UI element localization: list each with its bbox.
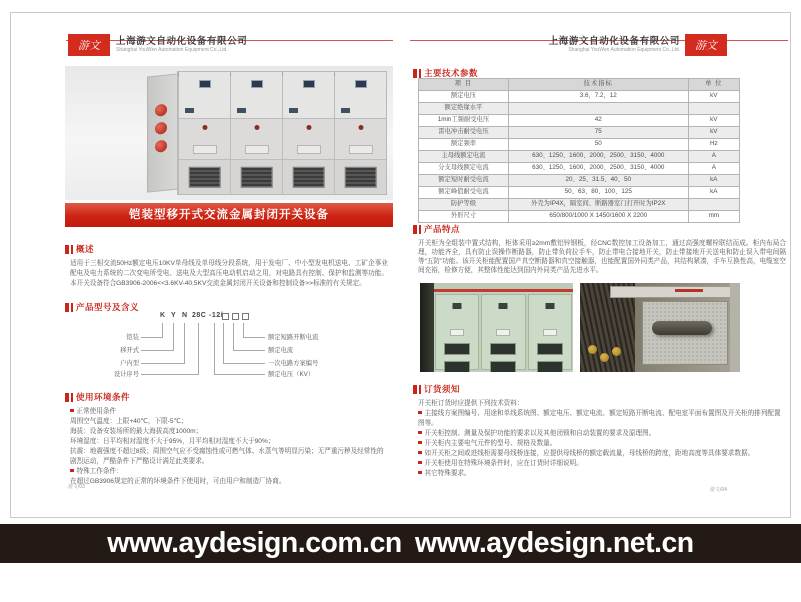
model-code-part: 28C bbox=[192, 312, 207, 319]
table-cell: kV bbox=[688, 91, 739, 103]
bay-cable-door bbox=[335, 160, 386, 194]
section-marker-icon bbox=[65, 245, 73, 254]
table-cell: 雷电冲击耐受电压 bbox=[419, 127, 509, 139]
ordering-list bbox=[413, 409, 787, 479]
relay-display-icon bbox=[355, 80, 367, 88]
table-cell: 外壳为IP4X，隔室间、断路器室门打开时为IP2X bbox=[508, 199, 688, 211]
cabinet-side-wall bbox=[730, 283, 740, 372]
product-title: 铠装型移开式交流金属封闭开关设备 bbox=[129, 209, 329, 221]
item-text: 海拔：设备安装场所的最大海拔高度1000m； bbox=[70, 428, 203, 435]
table-row bbox=[419, 211, 740, 223]
section-title: 概述 bbox=[76, 244, 95, 254]
door-label bbox=[450, 329, 464, 336]
model-label: 铠装 bbox=[126, 334, 139, 341]
item-text: 开关柜控制、测量及保护功能的要求以及其他闭锁和自动装置的要求及原理图。 bbox=[424, 430, 656, 437]
table-cell: 3.6，7.2，12 bbox=[508, 91, 688, 103]
bay-instrument-panel bbox=[283, 72, 334, 119]
section-marker-icon bbox=[413, 69, 421, 78]
model-label: 移开式 bbox=[120, 347, 139, 354]
cable-lug-icon bbox=[612, 347, 621, 356]
section-marker-icon bbox=[65, 303, 73, 312]
busbar-assembly bbox=[652, 321, 712, 335]
column-header: 单 位 bbox=[688, 79, 739, 91]
ordering-item bbox=[418, 439, 787, 449]
section-title: 产品型号及含义 bbox=[76, 302, 140, 312]
table-cell: 650/800/1000 X 1450/1600 X 2200 bbox=[508, 211, 688, 223]
environment-line bbox=[70, 427, 388, 437]
table-cell: 20、25、31.5、40、50 bbox=[508, 175, 688, 187]
door-window bbox=[490, 361, 516, 372]
table-cell: 额定峰值耐受电流 bbox=[419, 187, 509, 199]
indicator-panel-icon bbox=[185, 108, 194, 113]
connector-line bbox=[214, 323, 265, 375]
section-marker-icon bbox=[413, 225, 421, 234]
table-cell: A bbox=[688, 151, 739, 163]
model-placeholder-box bbox=[242, 313, 249, 320]
cabinet-row bbox=[434, 292, 573, 372]
door-window bbox=[444, 343, 470, 355]
installation-photo bbox=[420, 283, 573, 372]
company-name-en: Shanghai YouWen Automation Equipment Co.,Ltd. bbox=[116, 47, 228, 53]
bullet-icon bbox=[418, 471, 422, 475]
logo-text: 游文 bbox=[695, 39, 717, 52]
vent-grille-icon bbox=[240, 167, 273, 187]
environment-line bbox=[70, 447, 388, 467]
bay-instrument-panel bbox=[231, 72, 282, 119]
name-plate bbox=[193, 145, 217, 154]
section-title: 使用环境条件 bbox=[76, 392, 131, 402]
cable-connector-icon bbox=[155, 104, 167, 117]
section-marker-icon bbox=[413, 385, 421, 394]
section-overview bbox=[65, 243, 388, 289]
relay-display-icon bbox=[199, 80, 211, 88]
table-cell: kV bbox=[688, 115, 739, 127]
cable-connector-icon bbox=[155, 122, 167, 135]
bullet-icon bbox=[70, 409, 74, 413]
item-text: 正常使用条件 bbox=[76, 408, 117, 415]
bullet-icon bbox=[418, 431, 422, 435]
meter-icon bbox=[545, 303, 554, 309]
model-placeholder-box bbox=[232, 313, 239, 320]
table-cell: 外形尺寸 bbox=[419, 211, 509, 223]
parameters-table bbox=[418, 78, 740, 223]
logo-text: 游文 bbox=[78, 39, 100, 52]
bullet-icon bbox=[418, 451, 422, 455]
model-label: 户内型 bbox=[120, 360, 139, 367]
section-model bbox=[65, 301, 393, 378]
ordering-intro: 开关柜订货时应提供下列技术资料： bbox=[418, 400, 524, 407]
table-cell: 50 bbox=[508, 139, 688, 151]
door-knob-icon bbox=[358, 125, 363, 130]
company-header bbox=[520, 36, 680, 53]
table-row bbox=[419, 127, 740, 139]
door-knob-icon bbox=[202, 125, 207, 130]
cabinet-bay bbox=[230, 72, 282, 194]
bay-cable-door bbox=[231, 160, 282, 194]
item-text: 开关柜内主要电气元件的型号、规格及数量。 bbox=[424, 440, 557, 447]
table-cell: 额定短时耐受电流 bbox=[419, 175, 509, 187]
name-plate bbox=[349, 145, 373, 154]
contact-banner-text: www.aydesign.com.cn www.aydesign.net.cn 24Hotline:15601814031 bbox=[107, 527, 694, 598]
indicator-panel-icon bbox=[289, 108, 298, 113]
bullet-icon bbox=[418, 461, 422, 465]
cabinet-side-panel bbox=[147, 73, 179, 192]
table-row bbox=[419, 115, 740, 127]
vent-grille-icon bbox=[292, 167, 325, 187]
indicator-panel-icon bbox=[341, 108, 350, 113]
cabinet-door bbox=[481, 294, 525, 370]
section-header bbox=[413, 223, 787, 235]
door-window bbox=[444, 361, 470, 372]
table-cell bbox=[688, 199, 739, 211]
model-code-part: -12/ bbox=[209, 312, 224, 319]
table-cell: A bbox=[688, 163, 739, 175]
ordering-item bbox=[418, 449, 787, 459]
company-name-cn: 上海游文自动化设备有限公司 bbox=[116, 36, 248, 47]
item-text: 周围空气温度：上限+40℃，下限-5℃； bbox=[70, 418, 188, 425]
model-label: 额定电流 bbox=[268, 347, 294, 354]
company-header bbox=[116, 36, 247, 53]
bay-cable-door bbox=[283, 160, 334, 194]
cable-connector-icon bbox=[155, 140, 167, 153]
switchgear-product-photo bbox=[65, 66, 393, 200]
ordering-item bbox=[418, 469, 787, 479]
item-text: 抗震：地震强度不超过8级；周围空气应不受腐蚀性或可燃气体、水蒸气等明显污染；无严重污秽及经常性的剧烈运动，严酷条件下严酷设计满足此类要求。 bbox=[70, 448, 384, 465]
environment-line bbox=[70, 417, 388, 427]
environment-list bbox=[65, 407, 388, 487]
table-cell: kA bbox=[688, 175, 739, 187]
cabinet-bay bbox=[334, 72, 386, 194]
table-row bbox=[419, 139, 740, 151]
column-header: 技术指标 bbox=[508, 79, 688, 91]
table-row bbox=[419, 175, 740, 187]
section-parameters bbox=[413, 67, 787, 220]
interior-photo bbox=[580, 283, 740, 372]
company-name-cn: 上海游文自动化设备有限公司 bbox=[548, 36, 680, 47]
model-placeholder-box bbox=[222, 313, 229, 320]
table-row bbox=[419, 151, 740, 163]
model-label: 额定电压（KV） bbox=[268, 371, 315, 378]
table-cell: 主母线额定电流 bbox=[419, 151, 509, 163]
table-row bbox=[419, 163, 740, 175]
door-label bbox=[543, 329, 557, 336]
model-label: 一次电路方案编号 bbox=[268, 360, 319, 367]
params-tbody bbox=[419, 91, 740, 223]
table-cell: 630、1250、1600、2000、2500、3150、4000 bbox=[508, 151, 688, 163]
vent-grille-icon bbox=[344, 167, 377, 187]
bullet-icon bbox=[70, 469, 74, 473]
section-title: 订货须知 bbox=[424, 384, 461, 394]
item-text: 特殊工作条件： bbox=[76, 468, 123, 475]
table-cell: 75 bbox=[508, 127, 688, 139]
table-cell bbox=[688, 103, 739, 115]
cabinet-bay bbox=[178, 72, 230, 194]
bay-breaker-door bbox=[335, 119, 386, 161]
model-code-part: K bbox=[160, 312, 166, 319]
item-text: 在超过GB3906规定的正常的环境条件下使用时，可由用户和制造厂协商。 bbox=[70, 478, 286, 485]
door-window bbox=[537, 343, 563, 355]
ordering-item bbox=[418, 429, 787, 439]
model-code-part: Y bbox=[171, 312, 177, 319]
column-header: 项 目 bbox=[419, 79, 509, 91]
page-number: 游文/03 bbox=[68, 484, 85, 490]
table-row bbox=[419, 199, 740, 211]
environment-bullet-item bbox=[70, 467, 388, 477]
page-right bbox=[410, 30, 790, 495]
table-header-row bbox=[419, 79, 740, 91]
contact-banner bbox=[0, 524, 801, 598]
section-marker-icon bbox=[65, 393, 73, 402]
ordering-item bbox=[418, 459, 787, 469]
table-cell: 额定绝缘水平 bbox=[419, 103, 509, 115]
bay-cable-door bbox=[179, 160, 230, 194]
warning-label bbox=[675, 289, 703, 292]
meter-icon bbox=[453, 303, 462, 309]
table-row bbox=[419, 91, 740, 103]
cabinet-bay bbox=[282, 72, 334, 194]
door-label bbox=[496, 329, 510, 336]
table-cell: 防护等级 bbox=[419, 199, 509, 211]
cabinet-frame bbox=[610, 286, 737, 298]
section-header bbox=[65, 243, 388, 255]
table-cell: Hz bbox=[688, 139, 739, 151]
name-plate bbox=[245, 145, 269, 154]
connector-line bbox=[141, 323, 199, 375]
bay-instrument-panel bbox=[335, 72, 386, 119]
table-row bbox=[419, 103, 740, 115]
door-knob-icon bbox=[306, 125, 311, 130]
company-logo bbox=[685, 34, 727, 56]
section-header bbox=[65, 391, 388, 403]
photo-shadow-edge bbox=[420, 283, 434, 372]
page-left bbox=[60, 30, 395, 495]
section-ordering bbox=[413, 383, 787, 479]
item-text: 环境湿度：日平均相对湿度不大于95%，月平均相对湿度不大于90%； bbox=[70, 438, 275, 445]
meter-icon bbox=[499, 303, 508, 309]
table-cell: 分支母线额定电流 bbox=[419, 163, 509, 175]
cable-lug-icon bbox=[588, 345, 597, 354]
relay-display-icon bbox=[251, 80, 263, 88]
switchgear-cabinet-illustration bbox=[147, 71, 387, 195]
company-name-en: Shanghai YouWen Automation Equipment Co.,Ltd. bbox=[568, 47, 680, 53]
bay-breaker-door bbox=[231, 119, 282, 161]
vent-grille-icon bbox=[188, 167, 221, 187]
table-cell: kA bbox=[688, 187, 739, 199]
ordering-item bbox=[418, 409, 787, 429]
indicator-panel-icon bbox=[237, 108, 246, 113]
environment-line bbox=[70, 437, 388, 447]
table-cell: 42 bbox=[508, 115, 688, 127]
model-label: 设计序号 bbox=[113, 371, 139, 378]
photo-strip bbox=[410, 283, 790, 372]
features-text: 开关柜为全组装中置式结构，柜体采用≥2mm敷铝锌钢板，经CNC数控加工设备加工，通过高强度螺栓联结而成。柜内布局合理，功能齐全，具有防止误操作断路器，防止带负荷拉手车，防止带电合接地开关，防止带接地开关送电和防止误入带电间隔等“五防”功能。该开关柜能配置国产真空断路器和真空接触器，也能配置国外同类产品，其结构紧凑，手车互换性高，电缆室空间充裕，检修方便，其整体性能达到国内外同类产品先进水平。 bbox=[418, 240, 786, 274]
company-logo bbox=[68, 34, 110, 56]
model-label: 额定短路开断电流 bbox=[268, 334, 319, 341]
environment-line bbox=[70, 477, 388, 487]
door-knob-icon bbox=[254, 125, 259, 130]
bullet-icon bbox=[418, 441, 422, 445]
section-header bbox=[413, 383, 787, 395]
table-cell bbox=[508, 103, 688, 115]
overview-text: 适用于三相交流50Hz额定电压10KV单母线及单母线分段系统，用于发电厂、中小型发电机送电、工矿企事业配电及电力系统的二次变电所受电、送电及大型高压电动机启动之用，对电路具有控制、保护和监测等功能。本开关设备符合GB3906-2006<<3.6KV-40.5KV交流金属封闭开关设备和控制设备>>标准的有关规定。 bbox=[70, 260, 388, 287]
environment-bullet-item bbox=[70, 407, 388, 417]
table-cell: 630、1250、1600、2000、2500、3150、4000 bbox=[508, 163, 688, 175]
item-text: 其它特殊要求。 bbox=[424, 470, 471, 477]
door-window bbox=[490, 343, 516, 355]
section-environment bbox=[65, 391, 388, 487]
name-plate bbox=[297, 145, 321, 154]
section-title: 产品特点 bbox=[424, 224, 461, 234]
table-row bbox=[419, 187, 740, 199]
product-title-banner bbox=[65, 203, 393, 227]
table-cell: 额定频率 bbox=[419, 139, 509, 151]
section-title: 主要技术参数 bbox=[424, 68, 479, 78]
cable-lug-icon bbox=[600, 353, 609, 362]
item-text: 主接线方案图编号、用途和单线系统图、额定电压、额定电流、额定短路开断电流、配电室平面布置图及开关柜的排列配置图等。 bbox=[418, 410, 781, 427]
table-cell: kV bbox=[688, 127, 739, 139]
model-code-part: N bbox=[182, 312, 188, 319]
table-cell: 1min工频耐受电压 bbox=[419, 115, 509, 127]
relay-display-icon bbox=[303, 80, 315, 88]
bullet-icon bbox=[418, 411, 422, 415]
table-cell: 额定电压 bbox=[419, 91, 509, 103]
table-cell: mm bbox=[688, 211, 739, 223]
table-cell: 50、63、80、100、125 bbox=[508, 187, 688, 199]
item-text: 如开关柜之间或进线柜需要母线桥连接，应提供母线桥的额定载流量，母线桥的跨度，距地高度等具体要求数据。 bbox=[424, 450, 755, 457]
bay-breaker-door bbox=[283, 119, 334, 161]
cabinet-front bbox=[177, 71, 387, 195]
cabinet-door bbox=[528, 294, 572, 370]
bay-breaker-door bbox=[179, 119, 230, 161]
model-designation-diagram bbox=[65, 312, 393, 382]
cabinet-door bbox=[435, 294, 479, 370]
section-features bbox=[413, 223, 787, 275]
door-window bbox=[537, 361, 563, 372]
bay-instrument-panel bbox=[179, 72, 230, 119]
item-text: 开关柜使用在特殊环境条件时，应在订货时详细说明。 bbox=[424, 460, 583, 467]
page-number: 游文/04 bbox=[710, 487, 727, 493]
